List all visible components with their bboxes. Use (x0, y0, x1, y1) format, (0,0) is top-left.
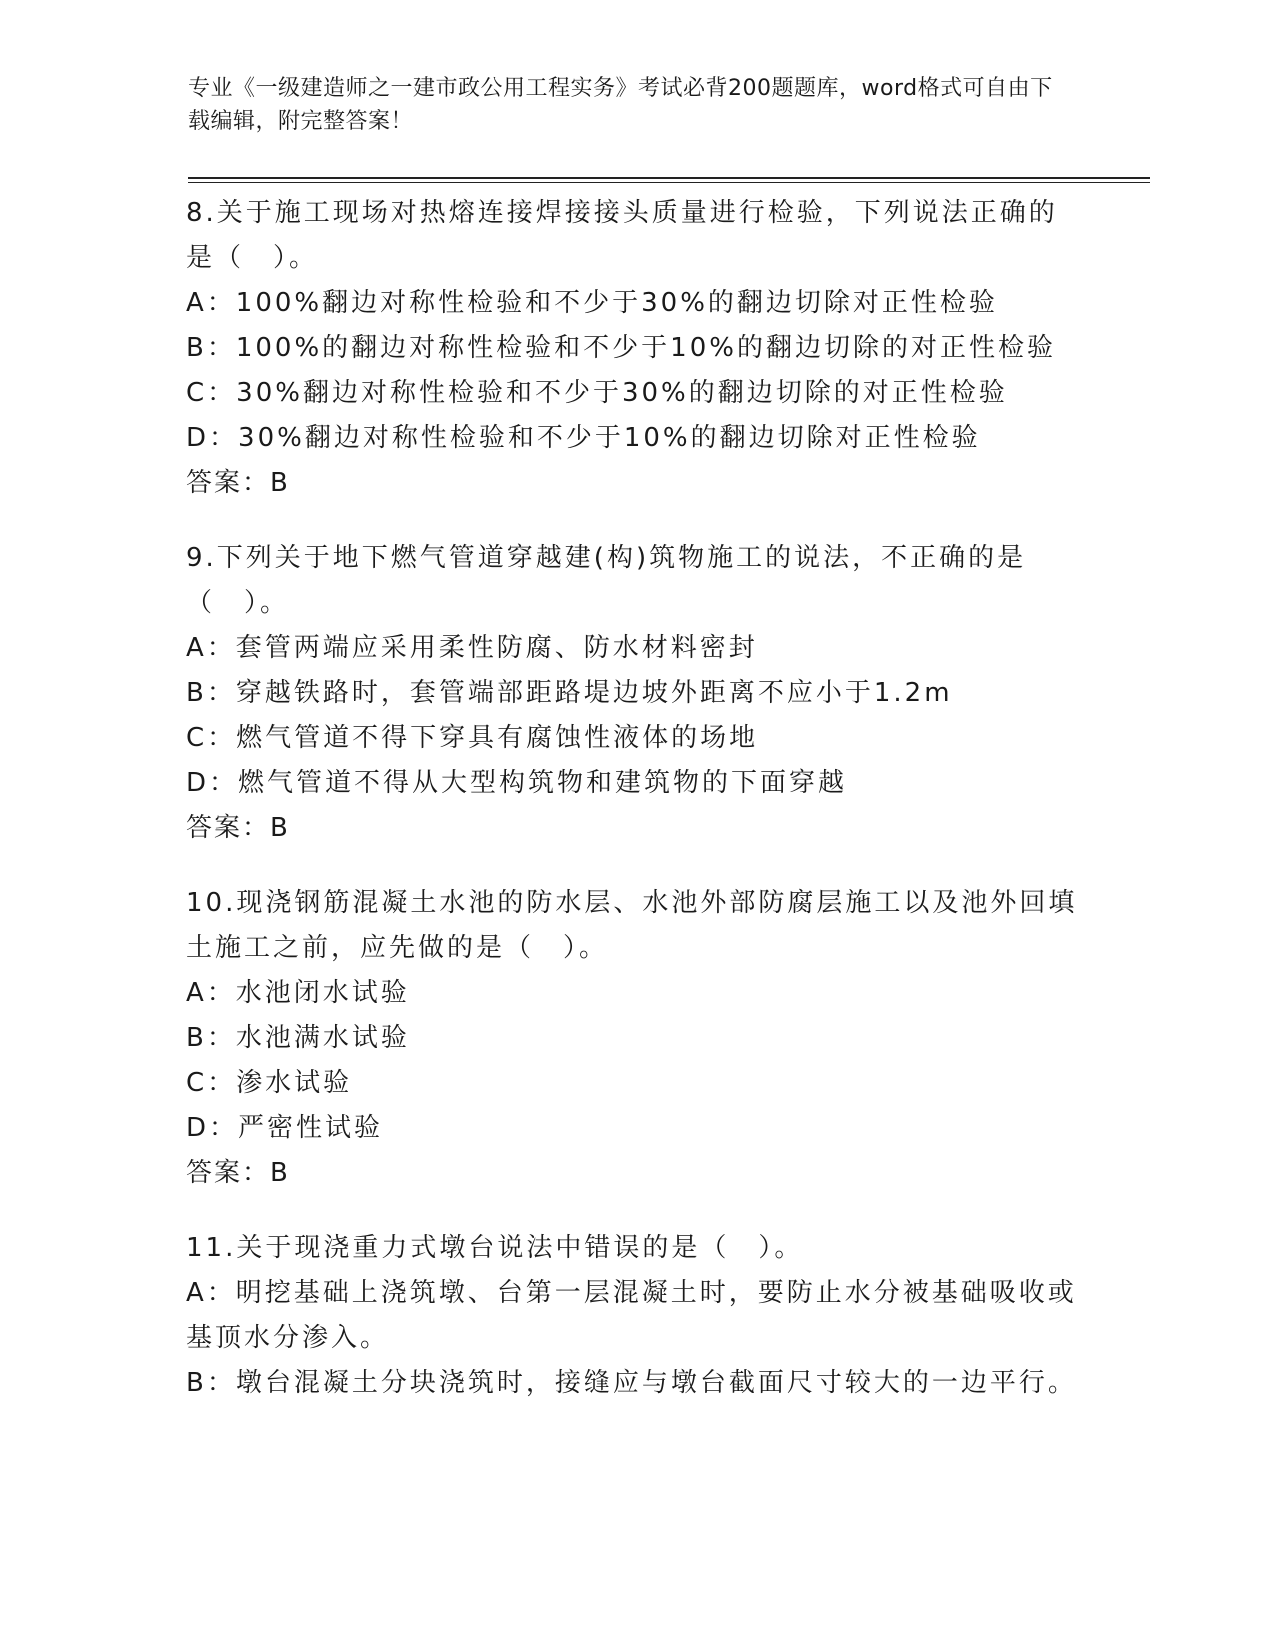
answer-line: 答案：B (186, 813, 290, 843)
option-label: D： (186, 768, 239, 798)
question-list (186, 191, 1086, 1436)
option-text: 100%翻边对称性检验和不少于30%的翻边切除对正性检验 (235, 288, 998, 318)
option-label: B： (186, 1368, 236, 1398)
option-text: 套管两端应采用柔性防腐、防水材料密封 (235, 633, 758, 663)
option-b (186, 326, 1086, 371)
option-a (186, 1271, 1086, 1361)
answer-line: 答案：B (186, 1158, 290, 1188)
option-label: B： (186, 333, 236, 363)
option-text: 穿越铁路时，套管端部距路堤边坡外距离不应小于1.2m (235, 678, 953, 708)
option-a (186, 971, 1086, 1016)
option-label: A： (186, 288, 236, 318)
option-label: C： (186, 723, 237, 753)
option-text: 严密性试验 (238, 1113, 384, 1143)
option-label: B： (186, 678, 236, 708)
question-item (186, 881, 1086, 1196)
option-b (186, 1016, 1086, 1061)
option-text: 渗水试验 (236, 1068, 353, 1098)
option-label: D： (186, 1113, 239, 1143)
option-b (186, 1361, 1086, 1406)
option-label: A： (186, 633, 236, 663)
question-stem: 10.现浇钢筋混凝土水池的防水层、水池外部防腐层施工以及池外回填土施工之前，应先做的是（ ）。 (186, 888, 1078, 963)
option-text: 水池闭水试验 (235, 978, 410, 1008)
option-label: C： (186, 1068, 237, 1098)
option-text: 100%的翻边对称性检验和不少于10%的翻边切除的对正性检验 (235, 333, 1056, 363)
option-d (186, 761, 1086, 806)
question-item (186, 536, 1086, 851)
question-item (186, 191, 1086, 506)
option-label: D： (186, 423, 239, 453)
option-text: 墩台混凝土分块浇筑时，接缝应与墩台截面尺寸较大的一边平行。 (235, 1368, 1077, 1398)
option-text: 明挖基础上浇筑墩、台第一层混凝土时，要防止水分被基础吸收或基顶水分渗入。 (186, 1278, 1077, 1353)
option-a (186, 281, 1086, 326)
option-c (186, 1061, 1086, 1106)
header-rule-thin (188, 182, 1150, 183)
option-text: 水池满水试验 (235, 1023, 410, 1053)
header-rule-thick (188, 177, 1150, 179)
option-d (186, 416, 1086, 461)
question-item (186, 1226, 1086, 1406)
option-text: 30%翻边对称性检验和不少于10%的翻边切除对正性检验 (238, 423, 981, 453)
option-text: 30%翻边对称性检验和不少于30%的翻边切除的对正性检验 (236, 378, 1008, 408)
option-b (186, 671, 1086, 716)
option-d (186, 1106, 1086, 1151)
answer-line: 答案：B (186, 468, 290, 498)
question-stem: 8.关于施工现场对热熔连接焊接接头质量进行检验，下列说法正确的是（ ）。 (186, 198, 1058, 273)
option-label: A： (186, 978, 236, 1008)
option-c (186, 716, 1086, 761)
question-stem: 11.关于现浇重力式墩台说法中错误的是（ ）。 (186, 1233, 804, 1263)
page-header: 专业《一级建造师之一建市政公用工程实务》考试必背200题题库，word格式可自由下载编辑，附完整答案！ (188, 76, 1053, 134)
option-a (186, 626, 1086, 671)
option-label: C： (186, 378, 237, 408)
option-text: 燃气管道不得从大型构筑物和建筑物的下面穿越 (238, 768, 848, 798)
option-text: 燃气管道不得下穿具有腐蚀性液体的场地 (236, 723, 759, 753)
option-label: A： (186, 1278, 236, 1308)
option-label: B： (186, 1023, 236, 1053)
question-stem: 9.下列关于地下燃气管道穿越建(构)筑物施工的说法，不正确的是（ ）。 (186, 543, 1027, 618)
option-c (186, 371, 1086, 416)
